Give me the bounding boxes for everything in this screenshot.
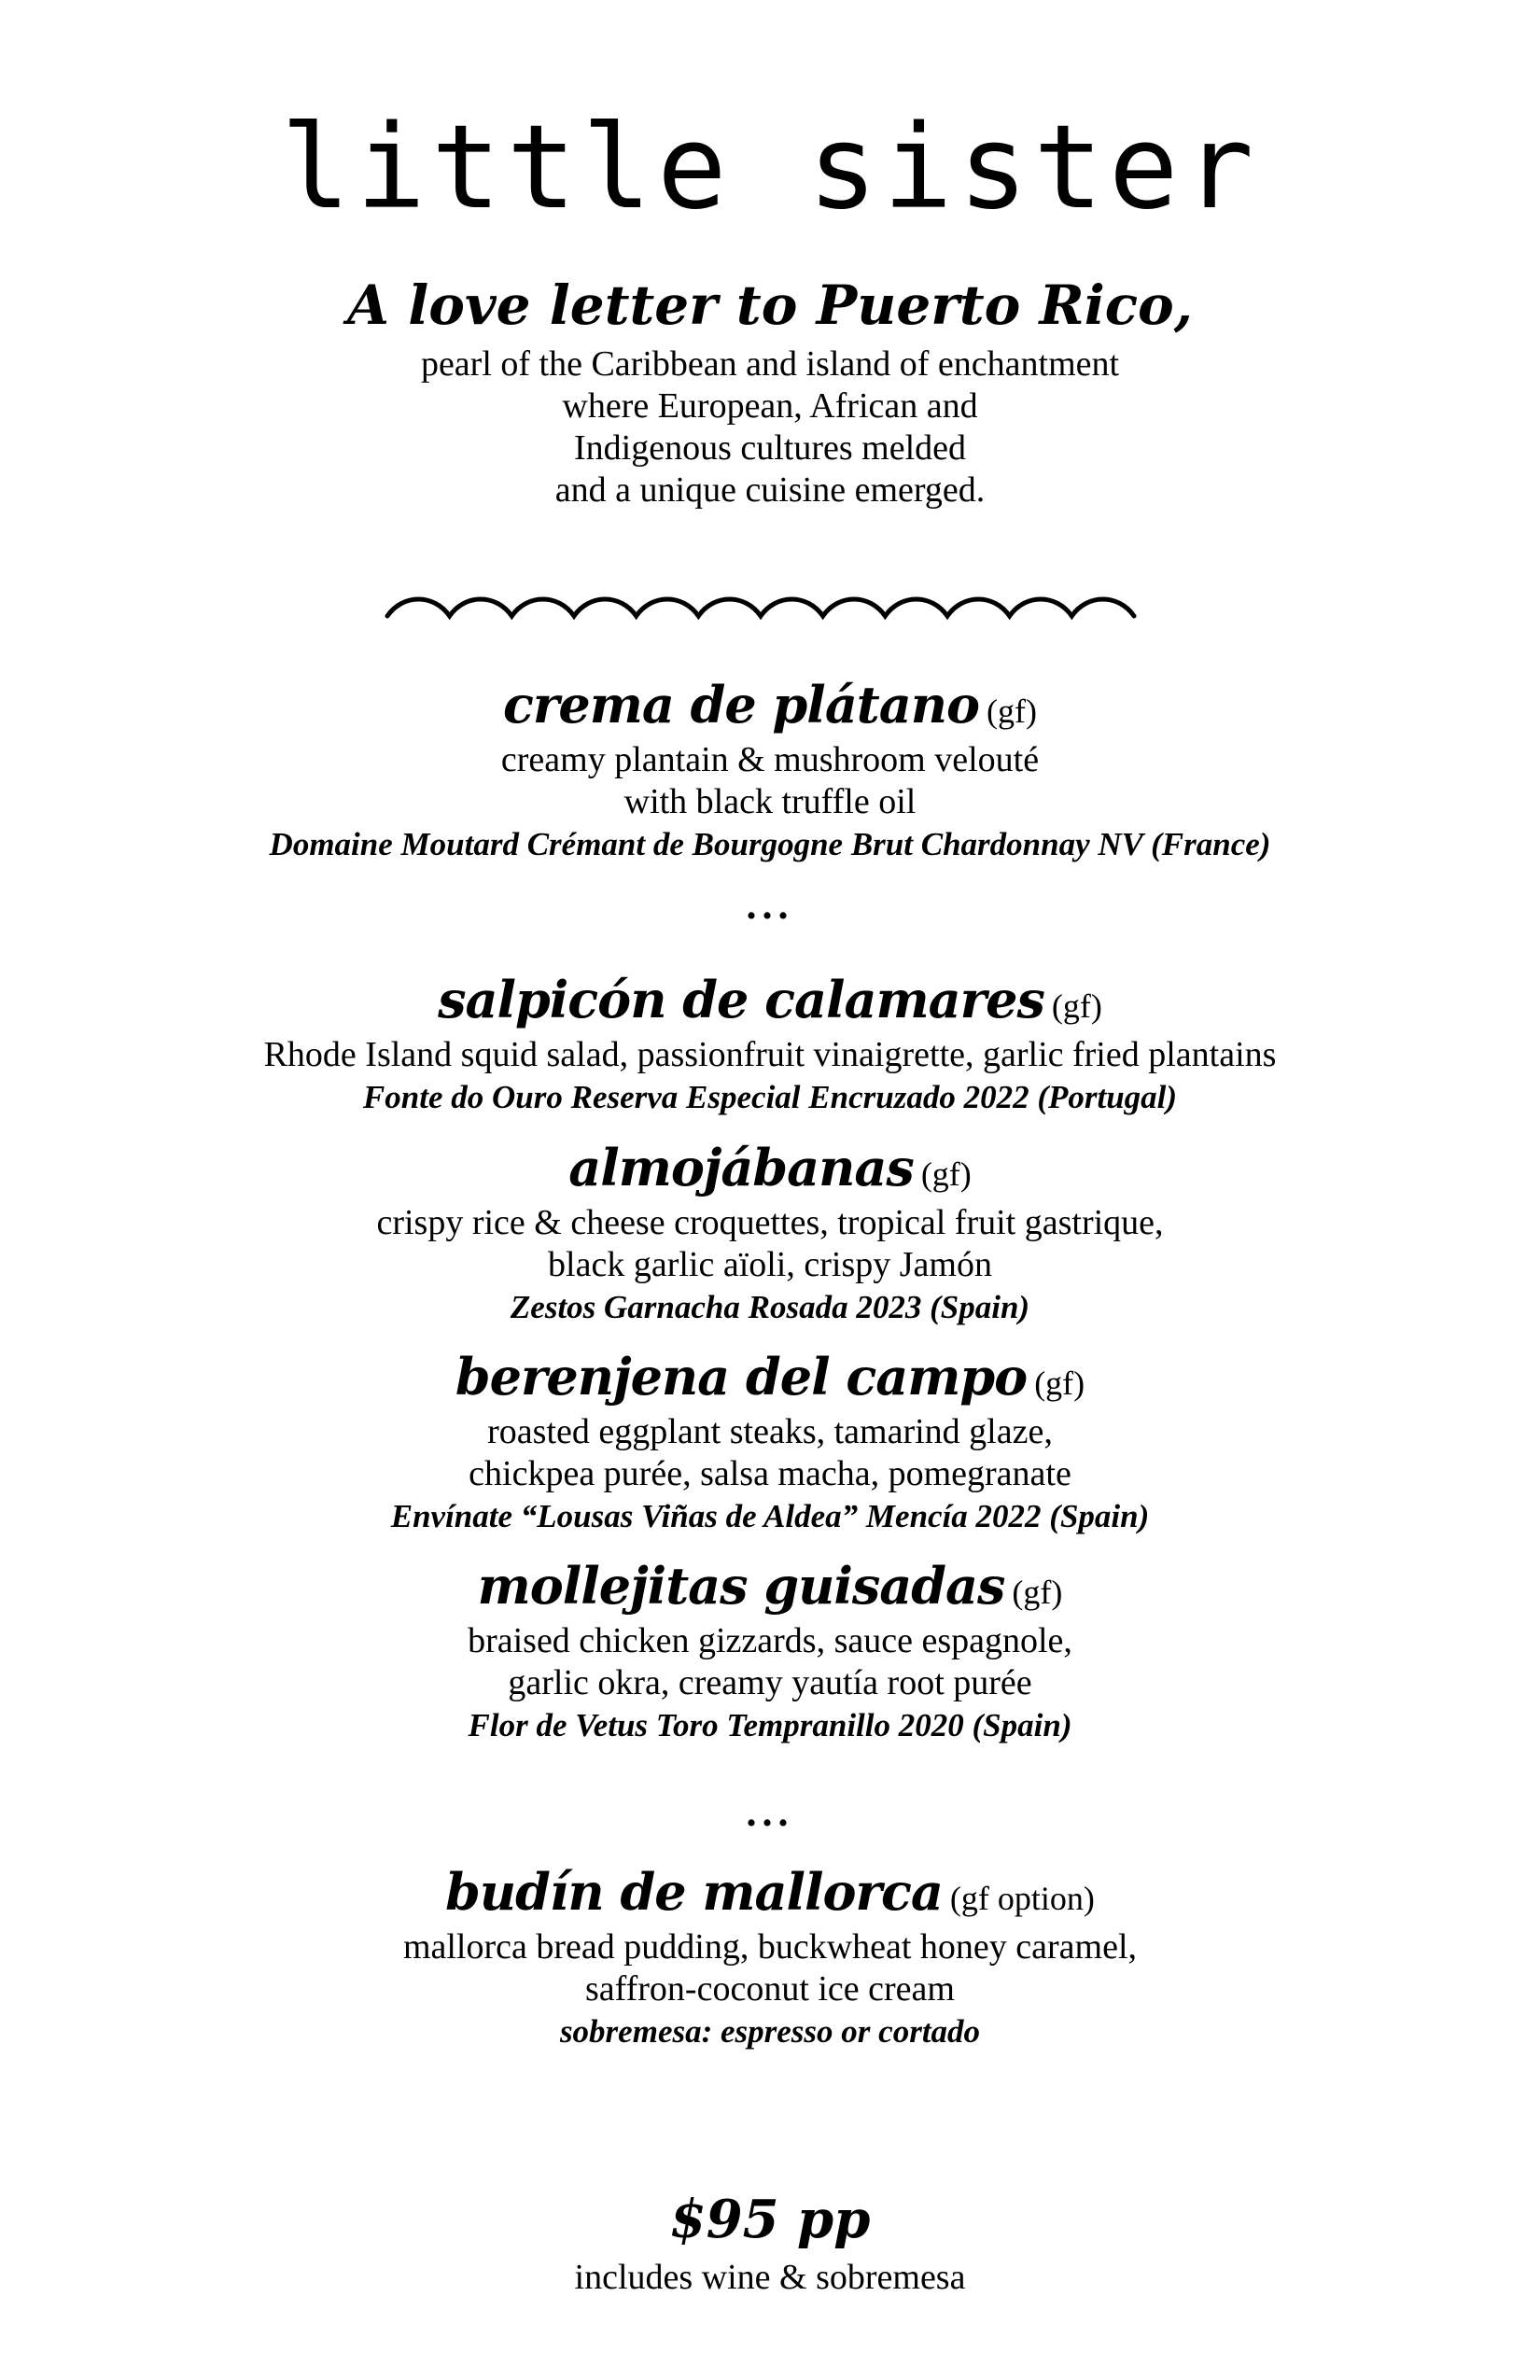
dots-separator: ... (746, 882, 794, 928)
course-crema-de-platano (0, 675, 1540, 865)
dish-heading (0, 1138, 1540, 1197)
dish-tag: (gf) (987, 693, 1037, 730)
dish-heading (0, 675, 1540, 735)
dish-tag: (gf) (1051, 987, 1102, 1025)
dish-name: budín de mallorca (445, 1862, 943, 1922)
dish-name: mollejitas guisadas (477, 1556, 1005, 1616)
dish-heading (0, 1862, 1540, 1922)
dish-description: with black truffle oil (623, 782, 917, 821)
dish-heading (0, 1347, 1540, 1407)
dish-description: creamy plantain & mushroom velouté (500, 740, 1040, 779)
dish-tag: (gf option) (949, 1880, 1095, 1917)
dish-description: chickpea purée, salsa macha, pomegranate (469, 1454, 1071, 1493)
dish-description: saffron-coconut ice cream (585, 1969, 955, 2009)
intro-line: and a unique cuisine emerged. (554, 470, 986, 510)
course-almojabanas (0, 1138, 1540, 1328)
dish-tag: (gf) (1012, 1574, 1063, 1611)
dish-name: berenjena del campo (455, 1347, 1028, 1407)
price-note: includes wine & sobremesa (574, 2258, 966, 2297)
wine-pairing: Domaine Moutard Crémant de Bourgogne Brut Chardonnay NV (France) (269, 826, 1271, 862)
intro-line: pearl of the Caribbean and island of enchantment (420, 344, 1120, 384)
dish-tag: (gf) (1034, 1365, 1085, 1402)
wine-pairing: Fonte do Ouro Reserva Especial Encruzado 2022 (Portugal) (362, 1079, 1178, 1115)
dots-separator: ... (746, 1789, 794, 1835)
dish-description: crispy rice & cheese croquettes, tropical fruit gastrique, (376, 1203, 1164, 1242)
wine-pairing: Envínate “Lousas Viñas de Aldea” Mencía 2022 (Spain) (390, 1498, 1150, 1534)
dish-name: almojábanas (568, 1138, 914, 1197)
course-budin-de-mallorca (0, 1862, 1540, 2052)
course-mollejitas-guisadas (0, 1556, 1540, 1746)
dish-description: garlic okra, creamy yautía root purée (508, 1663, 1032, 1702)
wine-pairing: Zestos Garnacha Rosada 2023 (Spain) (510, 1289, 1030, 1325)
intro-line: where European, African and (562, 386, 978, 426)
price: $95 pp (669, 2189, 871, 2250)
dish-description: roasted eggplant steaks, tamarind glaze, (487, 1412, 1053, 1451)
dish-heading (0, 1556, 1540, 1616)
intro-line: Indigenous cultures melded (573, 428, 966, 468)
restaurant-title: little sister (280, 101, 1260, 235)
dish-name: salpicón de calamares (438, 970, 1044, 1029)
dish-heading (0, 970, 1540, 1029)
dish-description: mallorca bread pudding, buckwheat honey caramel, (402, 1927, 1138, 1967)
dish-description: black garlic aïoli, crispy Jamón (548, 1245, 992, 1284)
dish-description: braised chicken gizzards, sauce espagnole, (468, 1621, 1072, 1660)
wine-pairing: Flor de Vetus Toro Tempranillo 2020 (Spain) (468, 1707, 1072, 1743)
dish-name: crema de plátano (503, 675, 980, 735)
course-salpicon-de-calamares (0, 970, 1540, 1118)
sobremesa-note: sobremesa: espresso or cortado (559, 2013, 981, 2050)
wave-divider-icon (383, 586, 1139, 633)
course-berenjena-del-campo (0, 1347, 1540, 1537)
dish-tag: (gf) (920, 1155, 972, 1193)
intro-headline: A love letter to Puerto Rico, (347, 273, 1193, 337)
dish-description: Rhode Island squid salad, passionfruit vinaigrette, garlic fried plantains (263, 1035, 1277, 1074)
intro-text (0, 343, 1540, 511)
